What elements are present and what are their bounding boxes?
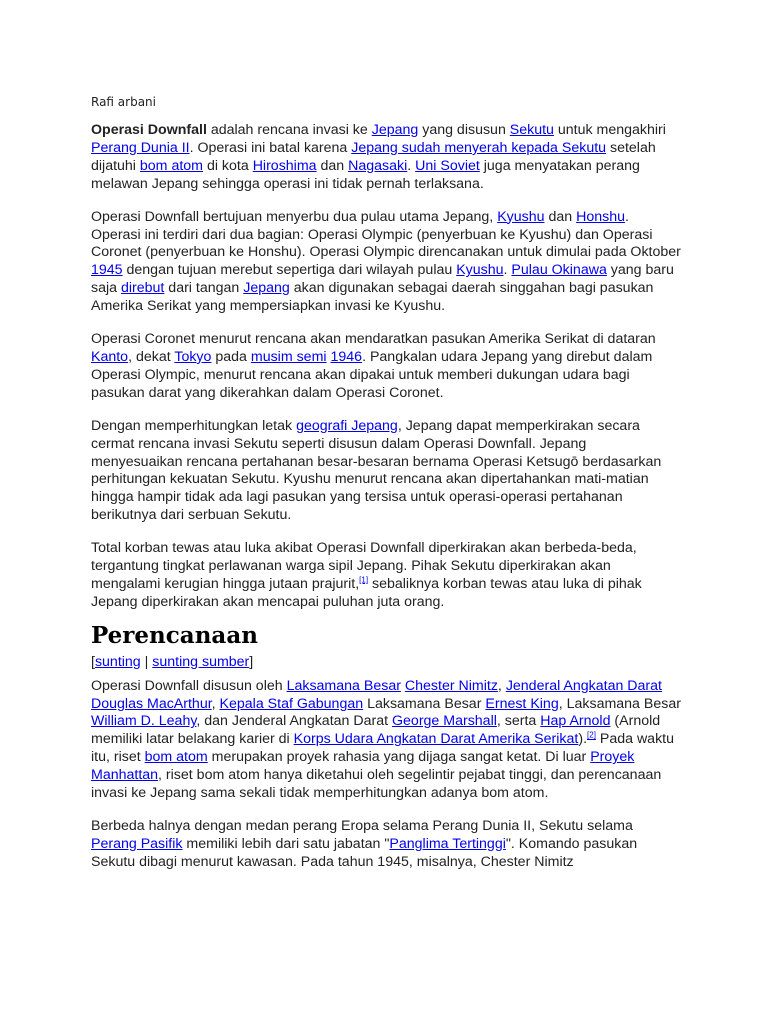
paragraph-coronet: Operasi Coronet menurut rencana akan mendaratkan pasukan Amerika Serikat di dataran Kanto, dekat Tokyo pada musim semi 1946. Pangkalan udara Jepang yang direbut dalam Operasi Olympic, menurut rencana akan dipakai untuk memberi dukungan udara bagi pasukan darat yang dikerahkan dalam Operasi Coronet. [91,331,656,401]
paragraph-geography: Dengan memperhitungkan letak geografi Jepang, Jepang dapat memperkirakan secara cermat rencana invasi Sekutu seperti disusun dalam Operasi Downfall. Jepang menyesuaikan rencana pertahanan besar-besaran bernama Operasi Ketsugō berdasarkan perhitungan kekuatan Sekutu. Kyushu menurut rencana akan dipertahankan mati-matian hingga hampir tidak ada lagi pasukan yang tersisa untuk operasi-operasi pertahanan berikutnya dari serbuan Sekutu. [91,417,662,524]
link-direbut[interactable]: direbut [120,280,165,297]
paragraph-casualties: Total korban tewas atau luka akibat Operasi Downfall diperkirakan akan berbeda-beda, tergantung tingkat perlawanan warga sipil Jepang. Pihak Sekutu diperkirakan akan mengalami kerugian hingga jutaan prajurit,[1] sebaliknya korban tewas atau luka di pihak Jepang diperkirakan akan mencapai puluhan juta orang. [91,540,642,610]
reference-1[interactable]: [1] [359,575,369,585]
link-kyushu-2[interactable]: Kyushu [456,262,504,279]
link-korps-udara[interactable]: Korps Udara Angkatan Darat Amerika Serikat [293,731,579,748]
section-heading: Perencanaan [91,621,258,649]
edit-links: [sunting | sunting sumber] [91,653,254,670]
link-jepang[interactable]: Jepang [371,122,419,138]
link-honshu[interactable]: Honshu [576,208,625,225]
link-perang-dunia-ii[interactable]: Perang Dunia II [91,139,190,156]
author-name: Rafi arbani [91,95,156,109]
link-uni-soviet[interactable]: Uni Soviet [415,157,480,174]
link-ernest-king[interactable]: Ernest King [485,695,559,712]
link-geografi-jepang[interactable]: geografi Jepang [296,417,398,434]
link-perang-pasifik[interactable]: Perang Pasifik [91,835,183,852]
link-chester-nimitz[interactable]: Chester Nimitz [404,677,498,694]
link-sekutu[interactable]: Sekutu [509,122,554,138]
paragraph-intro: Operasi Downfall adalah rencana invasi ke Jepang yang disusun Sekutu untuk mengakhiri Perang Dunia II. Operasi ini batal karena Jepang sudah menyerah kepada Sekutu setelah dijatuhi bom atom di kota Hiroshima dan Nagasaki. Uni Soviet juga menyatakan perang melawan Jepang sehingga operasi ini tidak pernah terlaksana. [91,122,666,192]
link-laksamana-besar[interactable]: Laksamana Besar [286,677,401,694]
link-tokyo[interactable]: Tokyo [174,348,212,365]
link-george-marshall[interactable]: George Marshall [392,713,497,730]
article-subject: Operasi Downfall [91,122,207,138]
link-kanto[interactable]: Kanto [91,348,129,365]
paragraph-objective: Operasi Downfall bertujuan menyerbu dua pulau utama Jepang, Kyushu dan Honshu. Operasi ini terdiri dari dua bagian: Operasi Olympic (penyerbuan ke Kyushu) dan Operasi Coronet (penyerbuan ke Honshu). Operasi Olympic direncanakan untuk dimulai pada Oktober 1945 dengan tujuan merebut sepertiga dari wilayah pulau Kyushu. Pulau Okinawa yang baru saja direbut dari tangan Jepang akan digunakan sebagai daerah singgahan bagi pasukan Amerika Serikat yang mempersiapkan invasi ke Kyushu. [91,208,681,315]
link-jepang-2[interactable]: Jepang [243,280,290,297]
paragraph-planners: Operasi Downfall disusun oleh Laksamana Besar Chester Nimitz, Jenderal Angkatan Darat Douglas MacArthur, Kepala Staf Gabungan Laksamana Besar Ernest King, Laksamana Besar William D. Leahy, dan Jenderal Angkatan Darat George Marshall, serta Hap Arnold (Arnold memiliki latar belakang karier di Korps Udara Angkatan Darat Amerika Serikat).[2] Pada waktu itu, riset bom atom merupakan proyek rahasia yang dijaga sangat ketat. Di luar Proyek Manhattan, riset bom atom hanya diketahui oleh segelintir pejabat tinggi, dan perencanaan invasi ke Jepang sama sekali tidak memperhitungkan adanya bom atom. [91,677,681,802]
link-jenderal-angkatan-darat[interactable]: Jenderal Angkatan Darat [505,677,662,694]
link-bom-atom[interactable]: bom atom [139,157,203,174]
link-kepala-staf-gabungan[interactable]: Kepala Staf Gabungan [219,695,364,712]
link-panglima-tertinggi[interactable]: Panglima Tertinggi [389,835,506,852]
link-sunting-sumber[interactable]: sunting sumber [152,653,250,670]
article-body [91,122,681,887]
link-sunting[interactable]: sunting [94,653,141,670]
paragraph-command: Berbeda halnya dengan medan perang Eropa selama Perang Dunia II, Sekutu selama Perang Pasifik memiliki lebih dari satu jabatan "Panglima Tertinggi". Komando pasukan Sekutu dibagi menurut kawasan. Pada tahun 1945, misalnya, Chester Nimitz [91,818,638,870]
link-douglas-macarthur[interactable]: Douglas MacArthur [91,695,212,712]
link-kyushu[interactable]: Kyushu [497,208,545,225]
link-hap-arnold[interactable]: Hap Arnold [540,713,611,730]
link-1945[interactable]: 1945 [91,262,123,279]
link-pulau-okinawa[interactable]: Pulau Okinawa [511,262,607,279]
link-hiroshima[interactable]: Hiroshima [252,157,317,174]
link-bom-atom-2[interactable]: bom atom [144,749,208,766]
link-musim-semi[interactable]: musim semi [250,348,327,365]
link-1946[interactable]: 1946 [330,348,363,365]
reference-2[interactable]: [2] [587,730,596,740]
link-nagasaki[interactable]: Nagasaki [348,157,408,174]
link-jepang-menyerah[interactable]: Jepang sudah menyerah kepada Sekutu [351,139,607,156]
link-proyek-manhattan[interactable]: Proyek Manhattan [91,749,635,784]
link-william-d-leahy[interactable]: William D. Leahy [91,713,197,730]
